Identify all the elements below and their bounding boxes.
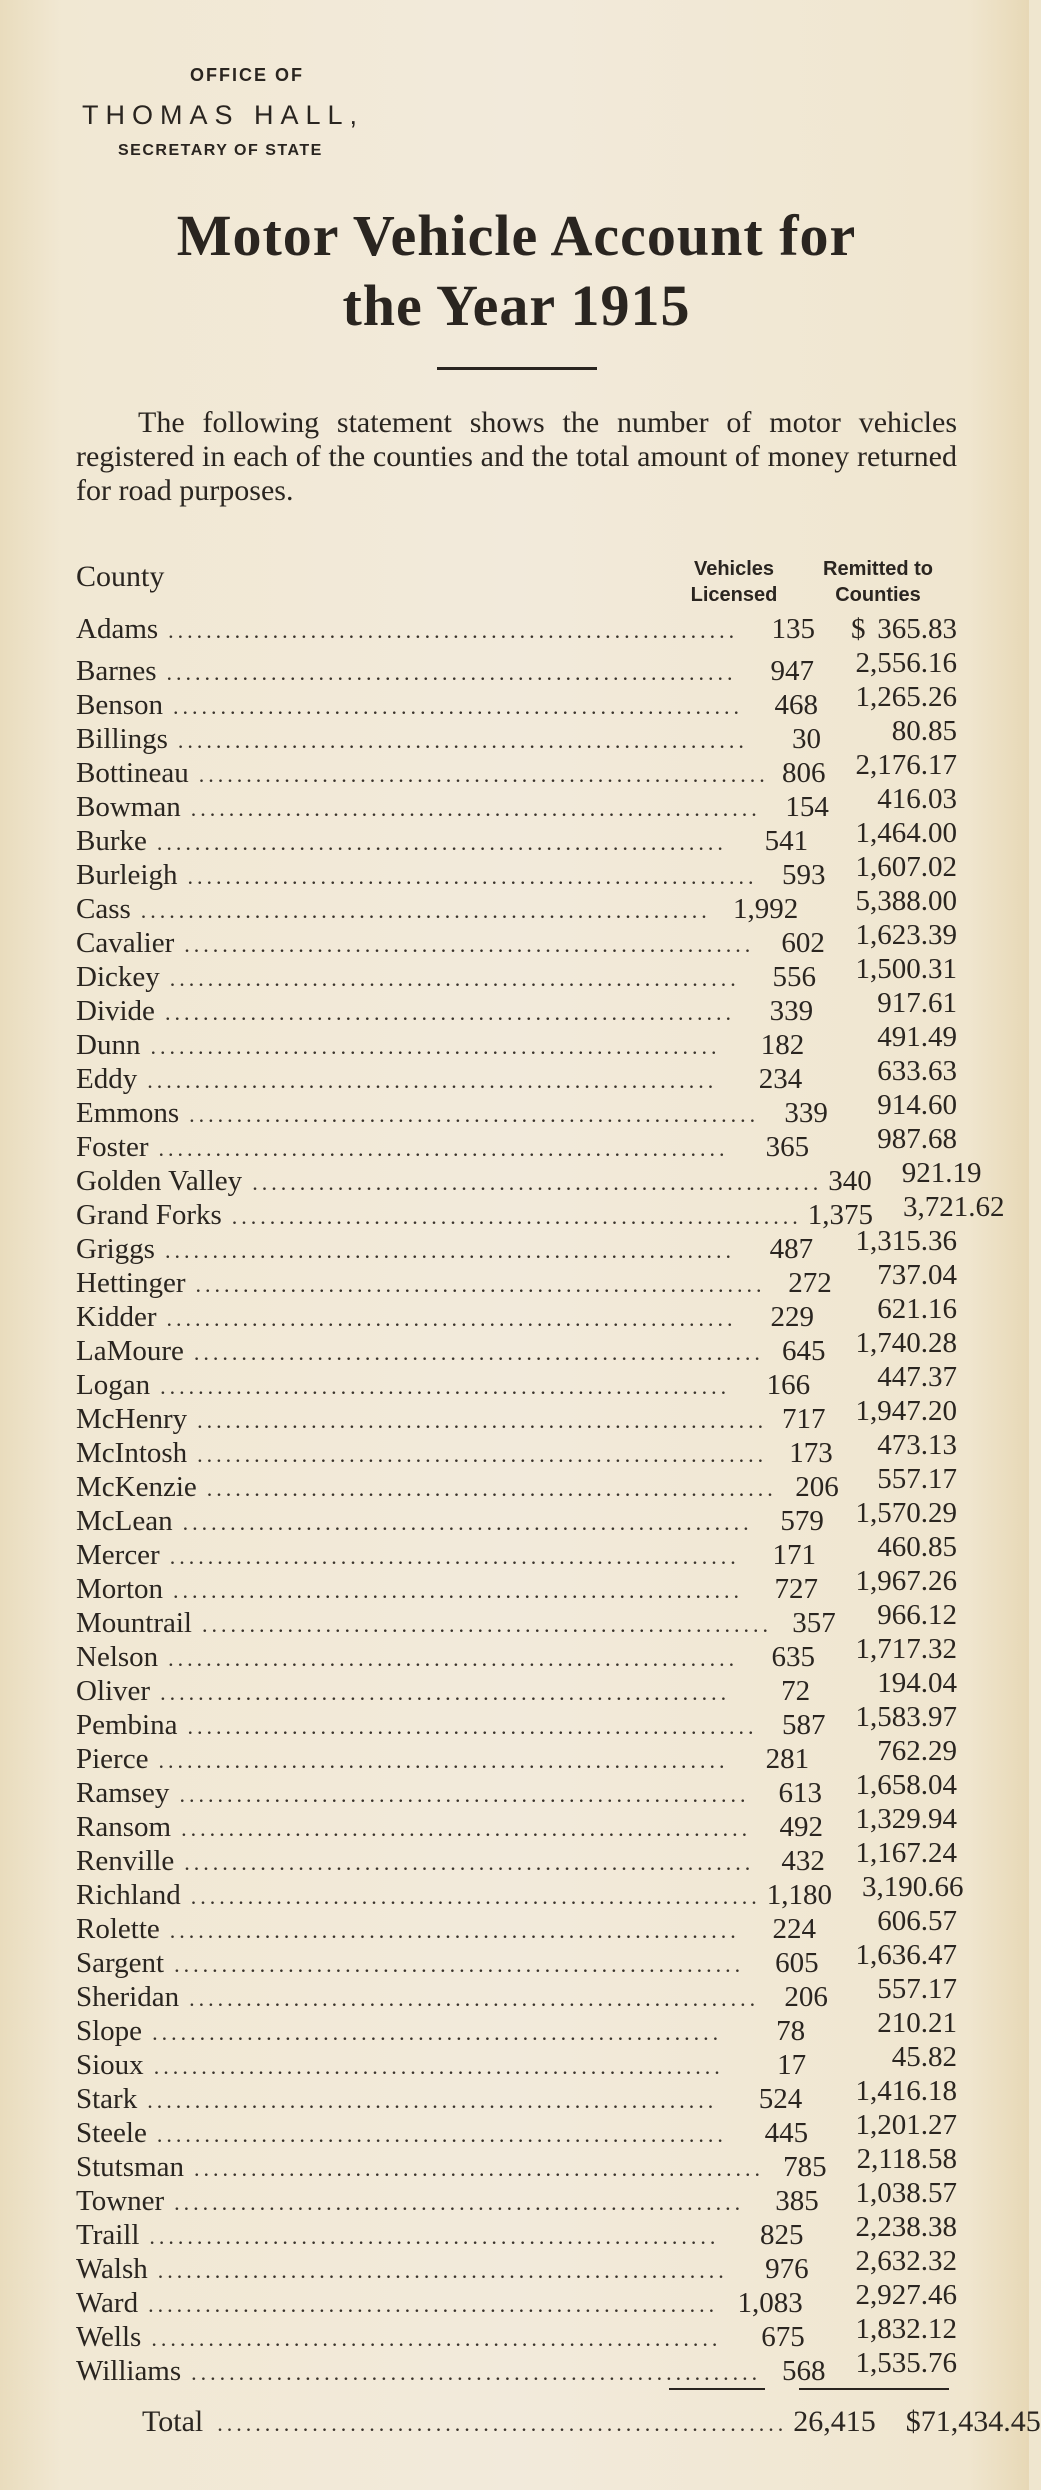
amount-remitted xyxy=(845,612,957,646)
amount-value: 1,636.47 xyxy=(855,1939,957,1971)
leader-dots: ............................................................ xyxy=(195,1272,766,1297)
leader-dots: ............................................................ xyxy=(173,694,743,719)
leader-dots: ............................................................ xyxy=(191,2360,762,2385)
county-name: Richland xyxy=(76,1879,181,1911)
title-divider xyxy=(437,367,597,370)
remitted-column-header xyxy=(799,556,957,608)
vehicles-licensed: 272 xyxy=(788,1267,832,1299)
amount-value: 416.03 xyxy=(877,783,957,815)
leader-dots: ............................................................ xyxy=(168,1646,739,1671)
amount-remitted xyxy=(845,1632,957,1666)
vehicles-licensed: 541 xyxy=(764,825,809,857)
amount-remitted xyxy=(851,714,957,748)
amount-value: 2,118.58 xyxy=(856,2143,957,2175)
amount-value: 1,167.24 xyxy=(855,1837,957,1869)
leader-dots: ............................................................ xyxy=(147,1068,718,1093)
leader-dots: ............................................................ xyxy=(151,2326,722,2351)
amount-value: 491.49 xyxy=(877,1021,957,1053)
leader-dots: ............................................................ xyxy=(197,1442,768,1467)
county-name: Sioux xyxy=(76,2049,144,2081)
vehicles-licensed: 385 xyxy=(775,2185,819,2217)
county-name: Sheridan xyxy=(76,1981,180,2013)
leader-dots: ............................................................ xyxy=(184,932,755,957)
leader-dots: ............................................................ xyxy=(187,864,758,889)
amount-value: 460.85 xyxy=(877,1531,957,1563)
county-name: Stutsman xyxy=(76,2151,184,2183)
amount-value: 473.13 xyxy=(877,1429,957,1461)
vehicles-licensed: 17 xyxy=(777,2049,807,2081)
leader-dots: ............................................................ xyxy=(187,1714,758,1739)
amount-remitted xyxy=(903,1190,1005,1224)
vehicles-licensed: 613 xyxy=(778,1777,822,1809)
amount-remitted xyxy=(838,816,957,850)
amount-value: 966.12 xyxy=(877,1599,957,1631)
vehicles-licensed: 154 xyxy=(785,791,829,823)
vehicles-licensed: 234 xyxy=(758,1063,803,1095)
leader-dots: ............................................................ xyxy=(206,1476,777,1501)
leader-dots: ............................................................ xyxy=(231,1204,802,1229)
vehicles-licensed: 206 xyxy=(784,1981,828,2013)
county-name: Mercer xyxy=(76,1539,160,1571)
county-name: McHenry xyxy=(76,1403,188,1435)
amount-remitted xyxy=(836,2040,957,2074)
amount-remitted xyxy=(839,1734,957,1768)
leader-dots: ............................................................ xyxy=(189,1102,760,1127)
amount-value: 987.68 xyxy=(877,1123,957,1155)
amount-remitted xyxy=(853,1802,957,1836)
amount-value: 1,265.26 xyxy=(855,681,957,713)
county-name: Dunn xyxy=(76,1029,141,1061)
leader-dots: ............................................................ xyxy=(193,2156,764,2181)
table-row xyxy=(76,612,957,646)
amount-remitted xyxy=(832,1054,957,1088)
leader-dots: ............................................................ xyxy=(252,1170,823,1195)
amount-remitted xyxy=(856,1394,958,1428)
amount-remitted xyxy=(849,1938,957,1972)
vehicles-licensed: 587 xyxy=(782,1709,826,1741)
amount-remitted xyxy=(834,2210,957,2244)
vehicles-licensed: 173 xyxy=(789,1437,833,1469)
leader-dots: ............................................................ xyxy=(181,1816,752,1841)
vehicles-licensed: 675 xyxy=(761,2321,805,2353)
amount-remitted xyxy=(844,1292,957,1326)
amount-remitted xyxy=(848,1564,957,1598)
county-name: Adams xyxy=(76,613,159,645)
amount-value: 2,632.32 xyxy=(855,2245,957,2277)
vehicles-licensed: 976 xyxy=(765,2253,809,2285)
intro-paragraph: The following statement shows the number of motor vehicles registered in each of the counties and the total amount of money returned for road purposes. xyxy=(76,406,957,507)
secretary-name: THOMAS HALL, xyxy=(82,100,365,130)
vehicles-licensed: 171 xyxy=(772,1539,816,1571)
leader-dots: ............................................................ xyxy=(174,2190,745,2215)
vehicles-licensed: 605 xyxy=(775,1947,819,1979)
vehicles-header-line-2: Licensed xyxy=(690,584,778,606)
amount-remitted xyxy=(844,646,957,680)
amount-remitted xyxy=(855,1836,957,1870)
amount-value: 210.21 xyxy=(877,2007,957,2039)
amount-value: 3,721.62 xyxy=(903,1191,1005,1223)
amount-remitted xyxy=(858,1972,957,2006)
vehicles-licensed: 492 xyxy=(779,1811,823,1843)
amount-remitted xyxy=(843,1224,957,1258)
county-name: Kidder xyxy=(76,1301,157,1333)
amount-value: 2,238.38 xyxy=(855,2211,957,2243)
amount-value: 914.60 xyxy=(877,1089,957,1121)
amount-value: 557.17 xyxy=(877,1463,957,1495)
amount-remitted xyxy=(833,2278,957,2312)
county-name: Hettinger xyxy=(76,1267,186,1299)
county-name: Pembina xyxy=(76,1709,178,1741)
vehicles-header-line-1: Vehicles xyxy=(693,558,775,580)
county-name: Logan xyxy=(76,1369,151,1401)
leader-dots: ............................................................ xyxy=(198,762,769,787)
county-name: Mountrail xyxy=(76,1607,192,1639)
amount-remitted xyxy=(856,748,958,782)
amount-remitted xyxy=(840,1360,957,1394)
vehicles-licensed: 825 xyxy=(760,2219,804,2251)
total-row xyxy=(76,2400,1041,2444)
county-name: Burleigh xyxy=(76,859,178,891)
secretary-title: SECRETARY OF STATE xyxy=(118,142,323,159)
leader-dots: ............................................................ xyxy=(202,1612,772,1637)
amount-remitted xyxy=(834,1020,957,1054)
currency-symbol: $ xyxy=(851,613,866,645)
amount-remitted xyxy=(843,986,957,1020)
leader-dots: ............................................................ xyxy=(184,1850,755,1875)
county-name: LaMoure xyxy=(76,1335,184,1367)
county-name: Ward xyxy=(76,2287,139,2319)
leader-dots: ............................................................ xyxy=(190,796,761,821)
vehicles-licensed: 717 xyxy=(782,1403,826,1435)
county-name: Grand Forks xyxy=(76,1199,222,1231)
county-name: Pierce xyxy=(76,1743,149,1775)
amount-value: 1,740.28 xyxy=(855,1327,957,1359)
office-header xyxy=(76,0,957,159)
county-name: Barnes xyxy=(76,655,157,687)
leader-dots: ............................................................ xyxy=(174,1952,745,1977)
amount-value: 1,201.27 xyxy=(855,2109,957,2141)
amount-value: 921.19 xyxy=(901,1157,982,1189)
vehicles-licensed: 1,083 xyxy=(737,2287,803,2319)
remitted-header-line-1: Remitted to xyxy=(823,558,933,580)
county-name: Morton xyxy=(76,1573,163,1605)
county-name: Oliver xyxy=(76,1675,151,1707)
county-name: Griggs xyxy=(76,1233,155,1265)
leader-dots: ............................................................ xyxy=(190,1884,761,1909)
county-name: Emmons xyxy=(76,1097,180,1129)
amount-value: 633.63 xyxy=(877,1055,957,1087)
leader-dots: ............................................................ xyxy=(169,966,740,991)
county-name: Renville xyxy=(76,1845,175,1877)
vehicles-licensed: 357 xyxy=(792,1607,836,1639)
vehicles-licensed: 602 xyxy=(781,927,825,959)
amount-value: 1,570.29 xyxy=(855,1497,957,1529)
amount-remitted xyxy=(848,680,957,714)
title-line-2: the Year 1915 xyxy=(342,273,691,338)
county-name: Divide xyxy=(76,995,155,1027)
leader-dots: ............................................................ xyxy=(189,1986,760,2011)
vehicles-licensed: 229 xyxy=(770,1301,815,1333)
vehicles-licensed: 806 xyxy=(782,757,826,789)
leader-dots: ............................................................ xyxy=(157,2258,728,2283)
county-name: Wells xyxy=(76,2321,142,2353)
leader-dots: ............................................................ xyxy=(182,1510,753,1535)
county-name: Bottineau xyxy=(76,757,189,789)
total-remitted: $71,434.45 xyxy=(905,2405,1041,2438)
table-row xyxy=(76,646,957,687)
vehicles-licensed: 556 xyxy=(772,961,816,993)
vehicles-licensed: 445 xyxy=(764,2117,809,2149)
vehicles-licensed: 166 xyxy=(766,1369,811,1401)
amount-value: 2,176.17 xyxy=(855,749,957,781)
amount-remitted xyxy=(832,2074,957,2108)
amount-remitted xyxy=(828,884,957,918)
vehicles-licensed: 339 xyxy=(769,995,814,1027)
amount-value: 1,315.36 xyxy=(855,1225,957,1257)
remitted-total-rule xyxy=(799,2388,949,2390)
county-name: Burke xyxy=(76,825,147,857)
amount-value: 45.82 xyxy=(891,2041,957,2073)
leader-dots: ............................................................ xyxy=(156,830,727,855)
county-name: Eddy xyxy=(76,1063,138,1095)
vehicles-licensed: 593 xyxy=(782,859,826,891)
county-name: Towner xyxy=(76,2185,165,2217)
amount-value: 762.29 xyxy=(877,1735,957,1767)
amount-remitted xyxy=(855,918,957,952)
county-name: Sargent xyxy=(76,1947,165,1979)
leader-dots: ............................................................ xyxy=(177,728,748,753)
vehicles-licensed: 468 xyxy=(774,689,818,721)
county-name: McIntosh xyxy=(76,1437,188,1469)
amount-remitted xyxy=(856,2346,958,2380)
county-name: Rolette xyxy=(76,1913,160,1945)
amount-value: 80.85 xyxy=(891,715,957,747)
total-label: Total xyxy=(142,2405,204,2438)
county-column-header: County xyxy=(76,560,165,593)
amount-remitted xyxy=(902,1156,982,1190)
vehicles-licensed: 340 xyxy=(828,1165,872,1197)
county-name: Stark xyxy=(76,2083,138,2115)
vehicles-licensed: 524 xyxy=(758,2083,803,2115)
leader-dots: ............................................................ xyxy=(164,1238,735,1263)
amount-value: 1,623.39 xyxy=(855,919,957,951)
amount-remitted xyxy=(856,1326,958,1360)
amount-remitted xyxy=(854,1496,957,1530)
amount-remitted xyxy=(840,1666,957,1700)
vehicles-licensed: 727 xyxy=(774,1573,818,1605)
leader-dots: ............................................................ xyxy=(166,660,737,685)
leader-dots: ............................................................ xyxy=(150,1034,721,1059)
amount-remitted xyxy=(859,782,957,816)
table-header xyxy=(76,538,957,608)
county-name: Foster xyxy=(76,1131,149,1163)
vehicles-licensed: 72 xyxy=(781,1675,811,1707)
leader-dots: ............................................................ xyxy=(179,1782,750,1807)
county-name: Billings xyxy=(76,723,168,755)
county-name: Golden Valley xyxy=(76,1165,243,1197)
amount-value: 1,967.26 xyxy=(855,1565,957,1597)
amount-value: 5,388.00 xyxy=(855,885,957,917)
amount-value: 621.16 xyxy=(877,1293,957,1325)
amount-value: 1,416.18 xyxy=(855,2075,957,2107)
amount-value: 1,500.31 xyxy=(855,953,957,985)
amount-value: 606.57 xyxy=(877,1905,957,1937)
amount-remitted xyxy=(863,1428,957,1462)
county-name: Cavalier xyxy=(76,927,175,959)
leader-dots: ............................................................ xyxy=(149,2224,720,2249)
amount-remitted xyxy=(846,1530,957,1564)
leader-dots: ............................................................ xyxy=(152,2020,723,2045)
leader-dots: ............................................................ xyxy=(158,1748,729,1773)
amount-remitted xyxy=(856,1700,958,1734)
amount-value: 1,832.12 xyxy=(855,2313,957,2345)
amount-value: 1,583.97 xyxy=(855,1701,957,1733)
leader-dots: ............................................................ xyxy=(164,1000,735,1025)
vehicles-licensed: 182 xyxy=(760,1029,805,1061)
leader-dots: ............................................................ xyxy=(168,618,739,643)
amount-value: 1,717.32 xyxy=(855,1633,957,1665)
vehicles-licensed: 645 xyxy=(782,1335,826,1367)
amount-remitted xyxy=(839,2244,957,2278)
county-name: Cass xyxy=(76,893,131,925)
vehicles-licensed: 568 xyxy=(782,2355,826,2387)
amount-remitted xyxy=(858,1088,957,1122)
vehicles-licensed: 785 xyxy=(783,2151,827,2183)
amount-value: 1,947.20 xyxy=(855,1395,957,1427)
amount-value: 917.61 xyxy=(877,987,957,1019)
amount-remitted xyxy=(839,1122,957,1156)
county-name: Nelson xyxy=(76,1641,159,1673)
amount-value: 737.04 xyxy=(877,1259,957,1291)
amount-value: 194.04 xyxy=(877,1667,957,1699)
amount-value: 1,464.00 xyxy=(855,817,957,849)
leader-dots: ............................................................ xyxy=(140,898,711,923)
amount-value: 2,927.46 xyxy=(855,2279,957,2311)
leader-dots: ............................................................ xyxy=(160,1374,731,1399)
leader-dots: ............................................................ xyxy=(148,2292,719,2317)
remitted-header-line-2: Counties xyxy=(835,584,921,606)
office-of-label: OFFICE OF xyxy=(190,65,304,85)
county-name: Benson xyxy=(76,689,163,721)
county-name: Ransom xyxy=(76,1811,172,1843)
vehicles-licensed: 78 xyxy=(776,2015,806,2047)
county-name: Traill xyxy=(76,2219,140,2251)
vehicles-licensed: 206 xyxy=(795,1471,839,1503)
leader-dots: ............................................................ xyxy=(193,1340,764,1365)
vehicles-licensed: 432 xyxy=(781,1845,825,1877)
vehicles-licensed: 135 xyxy=(771,613,816,645)
county-name: Dickey xyxy=(76,961,160,993)
leader-dots: ............................................................ xyxy=(156,2122,727,2147)
amount-value: 1,038.57 xyxy=(855,2177,957,2209)
leader-dots: ............................................................ xyxy=(166,1306,737,1331)
vehicles-licensed: 339 xyxy=(784,1097,828,1129)
amount-remitted xyxy=(866,1598,957,1632)
vehicles-licensed: 1,375 xyxy=(807,1199,874,1231)
vehicles-licensed: 487 xyxy=(769,1233,814,1265)
amount-remitted xyxy=(869,1462,957,1496)
county-name: Bowman xyxy=(76,791,181,823)
amount-value: 2,556.16 xyxy=(855,647,957,679)
leader-dots: ............................................................ xyxy=(197,1408,768,1433)
amount-remitted xyxy=(846,952,957,986)
amount-value: 1,658.04 xyxy=(855,1769,957,1801)
amount-remitted xyxy=(838,2108,957,2142)
county-table-body xyxy=(76,612,1005,2387)
leader-dots: ............................................................ xyxy=(169,1918,740,1943)
county-name: Walsh xyxy=(76,2253,148,2285)
vehicles-licensed: 365 xyxy=(765,1131,810,1163)
amount-value: 1,329.94 xyxy=(855,1803,957,1835)
vehicles-licensed: 224 xyxy=(772,1913,817,1945)
vehicles-licensed: 635 xyxy=(771,1641,816,1673)
amount-value: 447.37 xyxy=(877,1361,957,1393)
amount-value: 365.83 xyxy=(877,613,957,645)
leader-dots: ............................................................ xyxy=(173,1578,743,1603)
title-line-1: Motor Vehicle Account for xyxy=(176,203,857,268)
amount-remitted xyxy=(852,1768,957,1802)
county-name: Steele xyxy=(76,2117,147,2149)
leader-dots: ............................................................ xyxy=(158,1136,729,1161)
vehicles-licensed: 30 xyxy=(791,723,821,755)
county-name: Slope xyxy=(76,2015,143,2047)
amount-remitted xyxy=(862,1258,957,1292)
leader-dots: ............................................................ xyxy=(160,1680,731,1705)
vehicles-licensed: 947 xyxy=(770,655,815,687)
vehicles-licensed: 1,992 xyxy=(733,893,799,925)
leader-dots: ............................................................ xyxy=(169,1544,740,1569)
county-name: McKenzie xyxy=(76,1471,197,1503)
leader-dots: ............................................................ xyxy=(217,2411,788,2436)
amount-remitted xyxy=(846,1904,957,1938)
county-name: McLean xyxy=(76,1505,173,1537)
total-vehicles: 26,415 xyxy=(793,2405,876,2438)
total-rules xyxy=(76,2388,957,2390)
vehicles-licensed: 579 xyxy=(780,1505,824,1537)
leader-dots: ............................................................ xyxy=(147,2088,718,2113)
document-title xyxy=(76,201,957,341)
amount-remitted xyxy=(835,2312,957,2346)
amount-remitted xyxy=(835,2006,957,2040)
amount-value: 1,607.02 xyxy=(855,851,957,883)
amount-remitted xyxy=(856,850,958,884)
amount-remitted xyxy=(862,1870,964,1904)
amount-value: 557.17 xyxy=(877,1973,957,2005)
amount-value: 3,190.66 xyxy=(861,1871,964,1903)
vehicles-licensed: 281 xyxy=(765,1743,810,1775)
amount-remitted xyxy=(857,2142,957,2176)
leader-dots: ............................................................ xyxy=(153,2054,724,2079)
vehicles-licensed: 1,180 xyxy=(766,1879,832,1911)
vehicles-total-rule xyxy=(669,2388,765,2390)
amount-remitted xyxy=(849,2176,957,2210)
vehicles-column-header xyxy=(669,556,799,608)
county-name: Williams xyxy=(76,2355,182,2387)
county-name: Ramsey xyxy=(76,1777,170,1809)
amount-value: 1,535.76 xyxy=(855,2347,957,2379)
